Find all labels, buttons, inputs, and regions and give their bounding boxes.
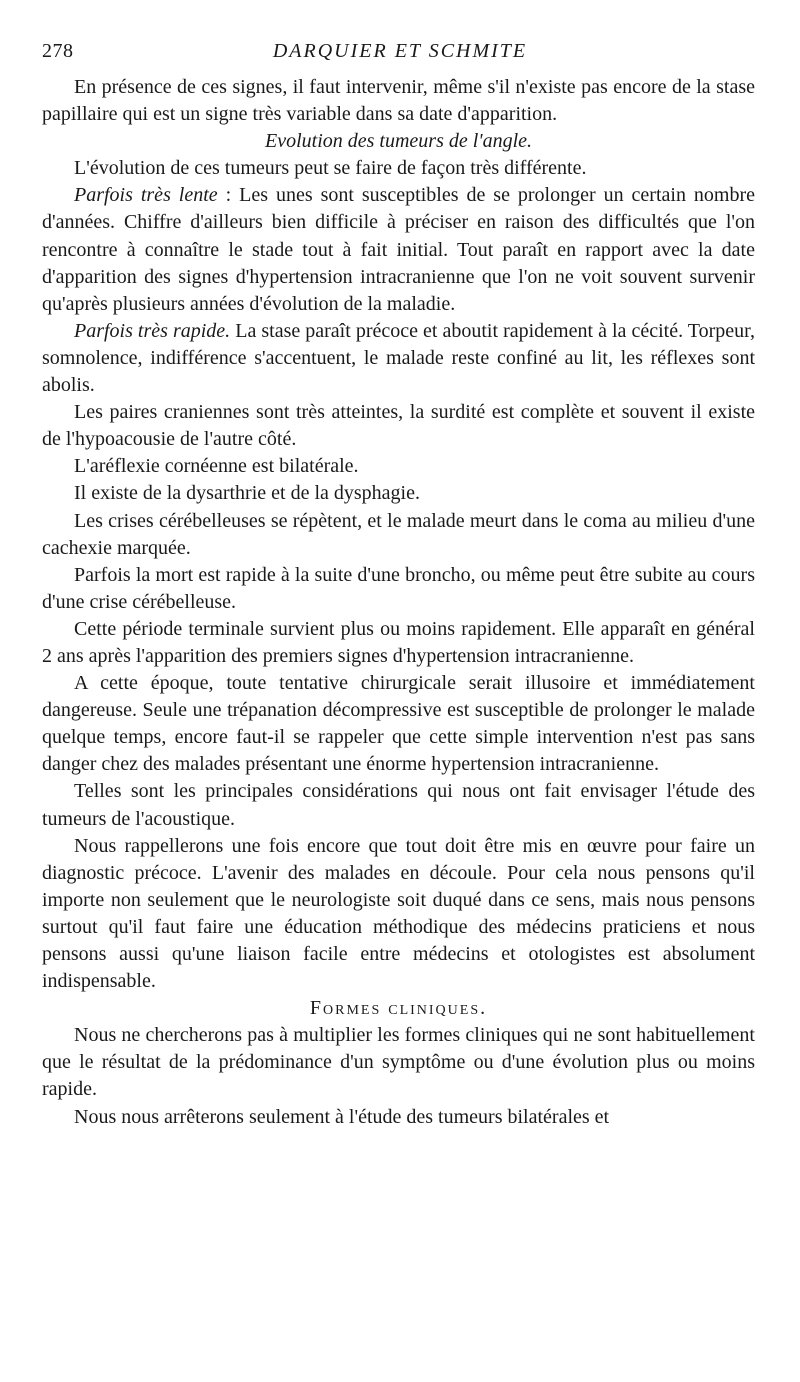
paragraph: A cette époque, toute tentative chirurgicale serait illusoire et immédiatement dangereuse. Seule une trépanation décompressive est susceptible de prolonger le malade quelque temps, encore faut-il se rappeler que cette simple intervention n'est pas sans danger chez des malades présentant une énorme hypertension intracranienne. bbox=[42, 672, 755, 776]
paragraph bbox=[42, 318, 755, 399]
paragraph: Les crises cérébelleuses se répètent, et le malade meurt dans le coma au milieu d'une cachexie marquée. bbox=[42, 509, 755, 559]
paragraph: Nous ne chercherons pas à multiplier les formes cliniques qui ne sont habituellement que le résultat de la prédominance d'un symptôme ou d'une évolution plus ou moins rapide. bbox=[42, 1024, 755, 1101]
paragraph: Parfois la mort est rapide à la suite d'une broncho, ou même peut être subite au cours d'une crise cérébelleuse. bbox=[42, 563, 755, 613]
paragraph: Nous nous arrêterons seulement à l'étude des tumeurs bilatérales et bbox=[74, 1105, 610, 1128]
paragraph: Cette période terminale survient plus ou moins rapidement. Elle apparaît en général 2 ans après l'apparition des premiers signes d'hypertension intracranienne. bbox=[42, 617, 755, 667]
page-header bbox=[42, 40, 758, 68]
paragraph: Nous rappellerons une fois encore que tout doit être mis en œuvre pour faire un diagnostic précoce. L'avenir des malades en découle. Pour cela nous pensons qu'il importe non seulement que le neurologiste soit duqué dans ce sens, mais nous pensons surtout qu'il faut faire une éducation méthodique des médecins praticiens et nous pensons aussi qu'une liaison facile entre médecins et otologistes est absolument indispensable. bbox=[42, 834, 755, 993]
paragraph-lead: Parfois très lente bbox=[74, 184, 218, 207]
running-title: DARQUIER ET SCHMITE bbox=[272, 40, 528, 62]
page-body bbox=[42, 74, 755, 1131]
paragraph: En présence de ces signes, il faut intervenir, même s'il n'existe pas encore de la stase papillaire qui est un signe très variable dans sa date d'apparition. bbox=[42, 76, 755, 126]
paragraph: L'aréflexie cornéenne est bilatérale. bbox=[74, 455, 359, 478]
paragraph: Il existe de la dysarthrie et de la dysphagie. bbox=[74, 482, 420, 505]
page-number: 278 bbox=[42, 40, 74, 62]
section-heading: Evolution des tumeurs de l'angle. bbox=[264, 130, 532, 153]
paragraph: L'évolution de ces tumeurs peut se faire de façon très différente. bbox=[74, 157, 587, 180]
paragraph bbox=[42, 182, 755, 317]
paragraph: Les paires craniennes sont très atteintes, la surdité est complète et souvent il existe de l'hypoacousie de l'autre côté. bbox=[42, 401, 755, 451]
paragraph: Telles sont les principales considérations qui nous ont fait envisager l'étude des tumeurs de l'acoustique. bbox=[42, 780, 755, 830]
paragraph-text: : Les unes sont susceptibles de se prolonger un certain nombre d'années. Chiffre d'ailleurs bien difficile à préciser en raison des difficultés que l'on rencontre à connaître le stade tout à fait initial. Tout paraît en rapport avec la date d'apparition des signes d'hypertension intracranienne que l'on ne voit souvent survenir qu'après plusieurs années d'évolution de la maladie. bbox=[42, 184, 756, 315]
paragraph-text: La stase paraît précoce et aboutit rapidement à la cécité. Torpeur, somnolence, indifférence s'accentuent, le malade reste confiné au lit, les réflexes sont abolis. bbox=[42, 319, 755, 397]
paragraph-lead: Parfois très rapide. bbox=[74, 319, 231, 342]
section-heading: Formes cliniques. bbox=[309, 997, 488, 1020]
